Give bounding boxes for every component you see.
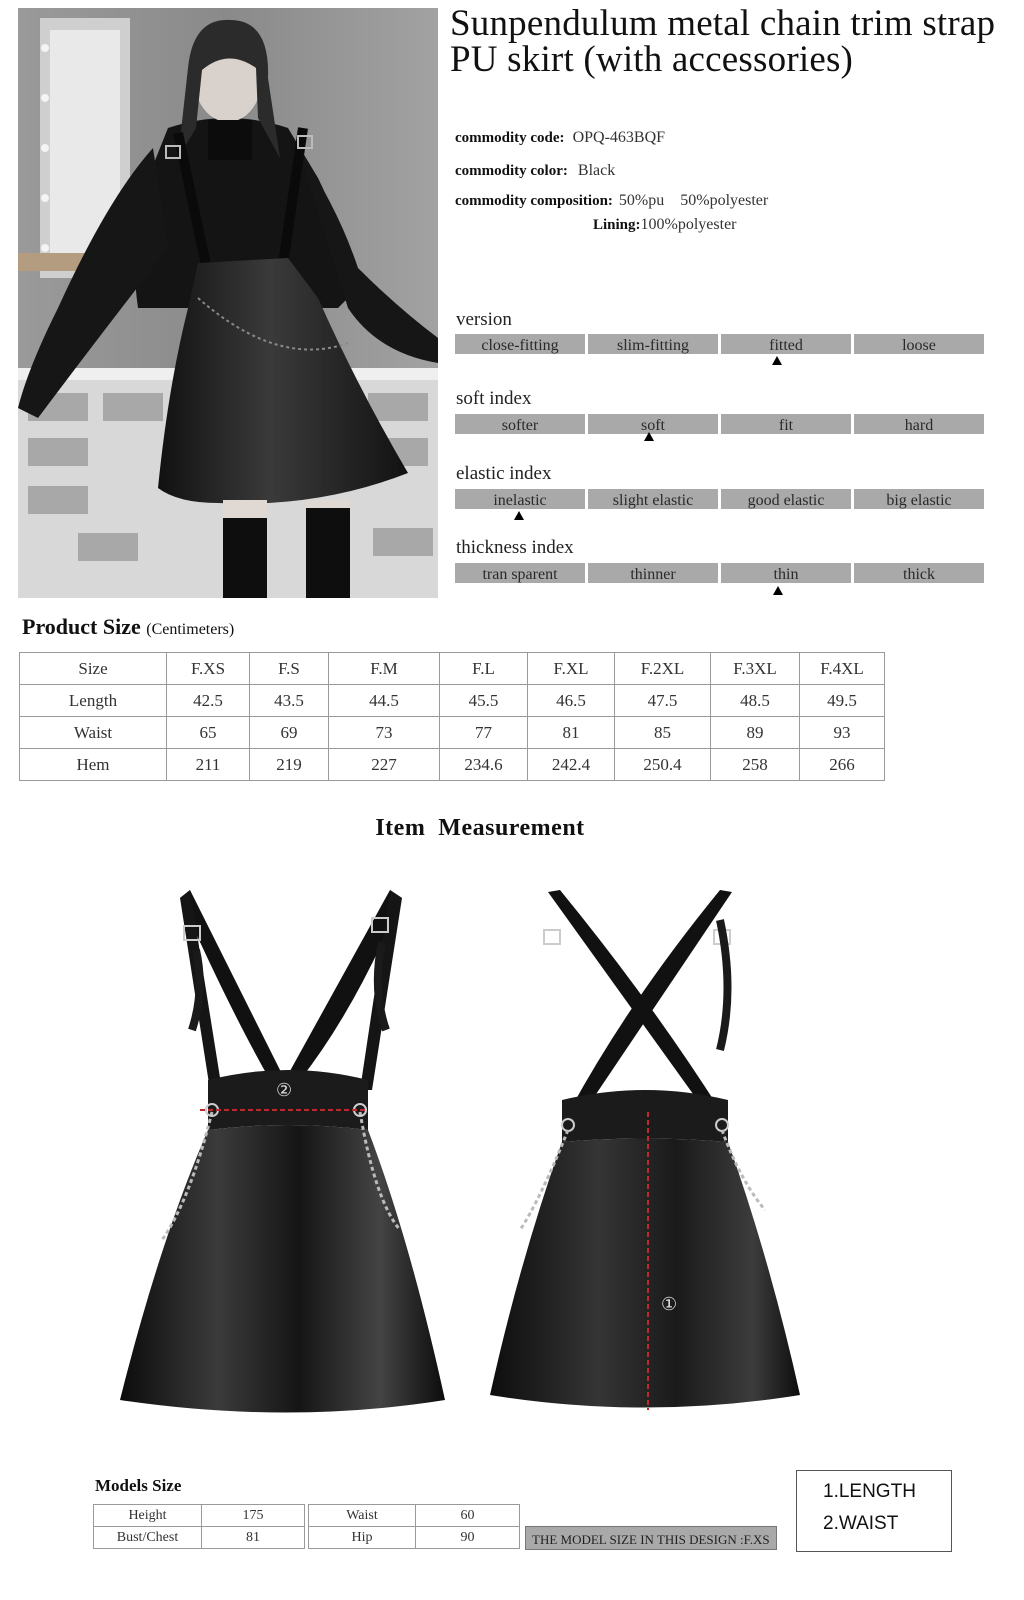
- commodity-color-label: commodity color:: [455, 163, 568, 179]
- model-waist-label: Waist: [309, 1505, 416, 1527]
- size-table-header-row: [20, 653, 885, 685]
- size-table-row-label: Length: [20, 685, 167, 717]
- legend-waist: 2.WAIST: [823, 1513, 899, 1534]
- elastic-index-option-selected: inelastic: [455, 489, 585, 509]
- table-row: [309, 1505, 520, 1527]
- length-marker: ①: [661, 1294, 678, 1315]
- size-table-row-label: Hem: [20, 749, 167, 781]
- model-height-label: Height: [94, 1505, 202, 1527]
- version-option: slim-fitting: [588, 334, 718, 354]
- size-table-cell: 234.6: [440, 749, 528, 781]
- size-table-cell: 211: [167, 749, 250, 781]
- item-measurement-heading: Item Measurement: [375, 815, 585, 841]
- model-size-note: THE MODEL SIZE IN THIS DESIGN :F.XS: [525, 1526, 777, 1550]
- size-table-cell: 85: [615, 717, 711, 749]
- commodity-code-row: [455, 129, 665, 147]
- table-row: [20, 717, 885, 749]
- size-table-cell: 258: [711, 749, 800, 781]
- soft-index-scale: [455, 414, 984, 434]
- soft-index-option: fit: [721, 414, 851, 434]
- thickness-index-scale: [455, 563, 984, 583]
- size-table-header-cell: F.L: [440, 653, 528, 685]
- measurement-legend: [796, 1470, 952, 1552]
- size-table-cell: 250.4: [615, 749, 711, 781]
- version-label: version: [456, 309, 512, 330]
- commodity-code-value: OPQ-463BQF: [572, 129, 666, 146]
- model-hip-label: Hip: [309, 1527, 416, 1549]
- size-table-cell: 93: [800, 717, 885, 749]
- skirt-back-illustration: [470, 880, 820, 1420]
- version-option: loose: [854, 334, 984, 354]
- model-photo: [18, 8, 438, 598]
- size-table-header-cell: F.2XL: [615, 653, 711, 685]
- version-option: close-fitting: [455, 334, 585, 354]
- commodity-composition-label: commodity composition:: [455, 193, 613, 209]
- models-size-heading: Models Size: [95, 1476, 182, 1495]
- model-bust-value: 81: [202, 1527, 305, 1549]
- thickness-index-option: tran sparent: [455, 563, 585, 583]
- product-size-unit: (Centimeters): [146, 621, 235, 638]
- skirt-back-view: [470, 880, 820, 1420]
- size-table-cell: 81: [528, 717, 615, 749]
- table-row: [94, 1527, 305, 1549]
- size-table: [19, 652, 885, 781]
- size-table-cell: 89: [711, 717, 800, 749]
- table-row: [94, 1505, 305, 1527]
- table-row: [309, 1527, 520, 1549]
- table-row: [20, 749, 885, 781]
- size-table-cell: 242.4: [528, 749, 615, 781]
- lining-label: Lining:: [593, 217, 641, 233]
- elastic-index-option: slight elastic: [588, 489, 718, 509]
- soft-index-label: soft index: [456, 388, 532, 409]
- size-table-header-cell: F.S: [250, 653, 329, 685]
- version-marker-icon: [772, 356, 782, 365]
- thickness-index-marker-icon: [773, 586, 783, 595]
- size-table-cell: 219: [250, 749, 329, 781]
- product-size-heading: [22, 614, 234, 640]
- elastic-index-marker-icon: [514, 511, 524, 520]
- lining-value: 100%polyester: [640, 216, 737, 233]
- size-table-cell: 47.5: [615, 685, 711, 717]
- soft-index-option: softer: [455, 414, 585, 434]
- model-bust-label: Bust/Chest: [94, 1527, 202, 1549]
- thickness-index-option: thinner: [588, 563, 718, 583]
- version-option-selected: fitted: [721, 334, 851, 354]
- thickness-index-label: thickness index: [456, 537, 574, 558]
- soft-index-option: hard: [854, 414, 984, 434]
- size-table-header-cell: F.M: [329, 653, 440, 685]
- model-photo-illustration: [18, 8, 438, 598]
- size-table-cell: 65: [167, 717, 250, 749]
- elastic-index-option: big elastic: [854, 489, 984, 509]
- elastic-index-scale: [455, 489, 984, 509]
- size-table-header-cell: F.XL: [528, 653, 615, 685]
- models-size-table-right: [308, 1504, 520, 1549]
- thickness-index-option: thick: [854, 563, 984, 583]
- waist-marker: ②: [276, 1080, 293, 1101]
- size-table-cell: 227: [329, 749, 440, 781]
- size-table-cell: 43.5: [250, 685, 329, 717]
- skirt-front-view: [110, 880, 460, 1420]
- size-table-cell: 49.5: [800, 685, 885, 717]
- size-table-cell: 73: [329, 717, 440, 749]
- legend-length: 1.LENGTH: [823, 1481, 916, 1502]
- models-size-table-left: [93, 1504, 305, 1549]
- commodity-color-row: [455, 162, 615, 180]
- elastic-index-option: good elastic: [721, 489, 851, 509]
- size-table-header-cell: F.4XL: [800, 653, 885, 685]
- soft-index-marker-icon: [644, 432, 654, 441]
- size-table-cell: 77: [440, 717, 528, 749]
- product-title: Sunpendulum metal chain trim strap PU skirt (with accessories): [450, 3, 996, 80]
- size-table-cell: 45.5: [440, 685, 528, 717]
- size-table-cell: 266: [800, 749, 885, 781]
- skirt-front-illustration: [110, 880, 460, 1420]
- model-height-value: 175: [202, 1505, 305, 1527]
- size-table-cell: 69: [250, 717, 329, 749]
- size-table-cell: 44.5: [329, 685, 440, 717]
- size-table-cell: 46.5: [528, 685, 615, 717]
- commodity-composition-row: [455, 192, 768, 210]
- commodity-color-value: Black: [577, 162, 616, 179]
- size-table-row-label: Waist: [20, 717, 167, 749]
- elastic-index-label: elastic index: [456, 463, 552, 484]
- lining-row: [593, 216, 737, 234]
- thickness-index-option-selected: thin: [721, 563, 851, 583]
- commodity-code-label: commodity code:: [455, 130, 565, 146]
- table-row: [20, 685, 885, 717]
- commodity-composition-value: 50%pu 50%polyester: [618, 192, 769, 209]
- size-table-cell: 48.5: [711, 685, 800, 717]
- model-hip-value: 90: [416, 1527, 520, 1549]
- product-size-title: Product Size: [22, 614, 141, 639]
- soft-index-option-selected: soft: [588, 414, 718, 434]
- size-table-cell: 42.5: [167, 685, 250, 717]
- size-table-header-cell: F.XS: [167, 653, 250, 685]
- model-waist-value: 60: [416, 1505, 520, 1527]
- version-scale: [455, 334, 984, 354]
- size-table-header-cell: Size: [20, 653, 167, 685]
- size-table-header-cell: F.3XL: [711, 653, 800, 685]
